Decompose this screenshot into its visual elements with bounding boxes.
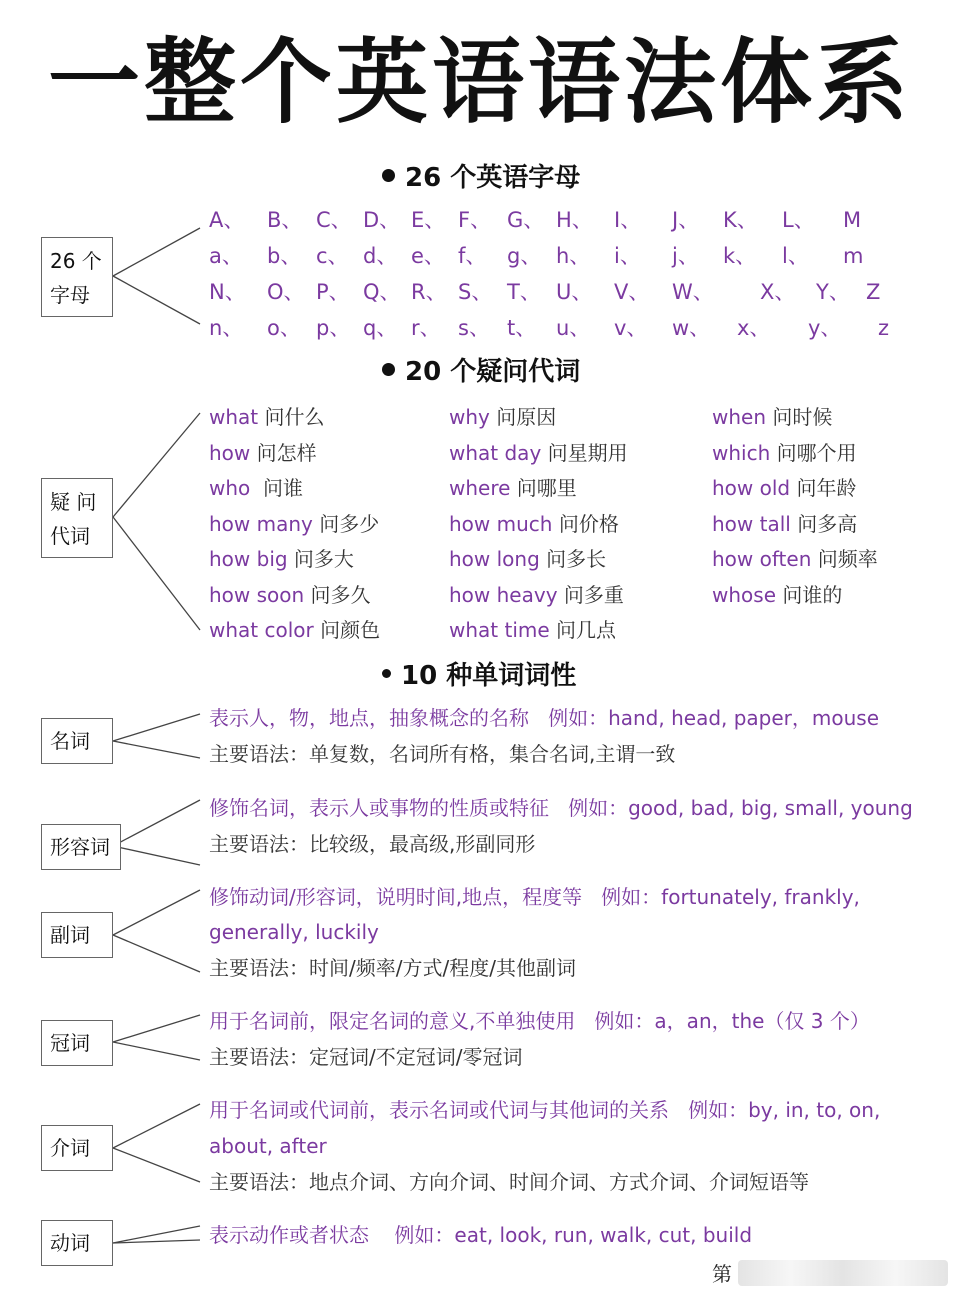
alphabet-letter: O、 <box>267 280 305 304</box>
alphabet-letter: i、 <box>614 244 641 268</box>
question-word-item <box>209 546 354 572</box>
alphabet-letter: Z <box>866 280 881 304</box>
pos-line: generally, luckily <box>209 920 379 944</box>
watermark: 第 <box>712 1262 732 1286</box>
question-word-item <box>209 404 325 430</box>
question-word-zh: 问什么 <box>258 405 325 429</box>
pos-box <box>41 1020 113 1066</box>
question-word-item <box>712 475 856 501</box>
question-word-item <box>209 582 371 608</box>
alphabet-letter: g、 <box>507 244 542 268</box>
question-word-item <box>449 511 619 537</box>
alphabet-letter: d、 <box>363 244 398 268</box>
question-word-zh: 问多大 <box>287 547 354 571</box>
alphabet-letter: X、 <box>760 280 796 304</box>
bullet-icon <box>382 169 395 182</box>
pos-line: 主要语法：地点介词、方向介词、时间介词、方式介词、介词短语等 <box>209 1170 809 1194</box>
question-word-zh: 问时候 <box>766 405 833 429</box>
connector-line <box>113 276 200 324</box>
question-word-zh: 问几点 <box>549 618 617 642</box>
question-word-item <box>209 475 303 501</box>
connector-line <box>113 413 200 517</box>
question-word-zh: 问星期用 <box>541 440 628 465</box>
alphabet-letter: r、 <box>411 316 441 340</box>
question-word-en: which <box>712 440 771 465</box>
pos-line: 主要语法：定冠词/不定冠词/零冠词 <box>209 1045 523 1069</box>
connector-line <box>113 517 200 630</box>
alphabet-letter: a、 <box>209 244 243 268</box>
pos-line: 修饰名词，表示人或事物的性质或特征 例如：good, bad, big, small, young <box>209 796 913 820</box>
alphabet-letter: t、 <box>507 316 537 340</box>
question-word-en: whose <box>712 582 776 607</box>
question-word-en: how long <box>449 547 540 571</box>
question-word-en: what time <box>449 618 550 642</box>
alphabet-letter: m <box>843 244 864 268</box>
question-word-zh: 问价格 <box>552 511 619 536</box>
connector-line <box>113 228 200 276</box>
alphabet-letter: M <box>843 208 862 232</box>
question-word-item <box>712 546 878 572</box>
pos-label: 动词 <box>50 1231 90 1255</box>
alphabet-letter: V、 <box>614 280 650 304</box>
alphabet-letter: A、 <box>209 208 245 232</box>
question-word-en: what day <box>449 440 542 465</box>
connector-line <box>113 1042 200 1060</box>
watermark-blur <box>738 1260 948 1286</box>
bullet-icon <box>382 363 395 376</box>
question-word-item <box>209 617 380 643</box>
question-word-zh: 问谁 <box>250 476 303 500</box>
pos-box <box>41 824 121 870</box>
question-word-en: how much <box>449 511 553 536</box>
alphabet-letter: h、 <box>556 244 591 268</box>
pos-line: 用于名词前，限定名词的意义,不单独使用 例如：a，an，the（仅 3 个） <box>209 1009 870 1033</box>
alphabet-letter: u、 <box>556 316 591 340</box>
pos-line: 修饰动词/形容词，说明时间,地点，程度等 例如：fortunately, frankly, <box>209 885 860 909</box>
alphabet-letter: k、 <box>723 244 757 268</box>
pos-box <box>41 718 113 764</box>
alphabet-letter: P、 <box>316 280 350 304</box>
connector-line <box>113 1148 200 1182</box>
alphabet-letter: I、 <box>614 208 642 232</box>
pos-line: 主要语法：比较级，最高级,形副同形 <box>209 832 536 856</box>
alphabet-letter: e、 <box>411 244 445 268</box>
alphabet-letter: W、 <box>672 280 714 304</box>
connector-line <box>113 1104 200 1148</box>
alphabet-letter: l、 <box>782 244 809 268</box>
alphabet-letter: C、 <box>316 208 352 232</box>
question-word-zh: 问谁的 <box>776 582 843 607</box>
alphabet-letter: q、 <box>363 316 398 340</box>
question-word-item <box>449 617 616 643</box>
pos-label: 名词 <box>50 729 90 753</box>
question-word-en: who <box>209 476 251 500</box>
alphabet-letter: G、 <box>507 208 545 232</box>
question-word-en: how many <box>209 511 313 536</box>
alphabet-letter: v、 <box>614 316 648 340</box>
pos-line: 主要语法：时间/频率/方式/程度/其他副词 <box>209 956 576 980</box>
pos-box <box>41 1125 113 1171</box>
alphabet-letter: H、 <box>556 208 593 232</box>
questions-box: 疑 问 代词 <box>41 478 113 558</box>
question-word-en: how heavy <box>449 582 558 607</box>
question-word-en: how old <box>712 476 791 500</box>
question-word-zh: 问多长 <box>539 547 607 571</box>
question-word-item <box>449 546 606 572</box>
pos-line: 表示动作或者状态 例如：eat, look, run, walk, cut, build <box>209 1223 753 1247</box>
page-title: 一整个英语语法体系 <box>47 29 912 136</box>
alphabet-letter: y、 <box>808 316 842 340</box>
question-word-zh: 问多少 <box>312 511 380 536</box>
question-word-item <box>712 511 857 537</box>
alphabet-letter: D、 <box>363 208 401 232</box>
question-word-zh: 问原因 <box>489 405 557 429</box>
question-word-item <box>449 582 624 608</box>
alphabet-letter: j、 <box>672 244 699 268</box>
alphabet-letter: Y、 <box>816 280 850 304</box>
pos-line: 用于名词或代词前，表示名词或代词与其他词的关系 例如：by, in, to, on, <box>209 1098 881 1122</box>
alphabet-letter: B、 <box>267 208 303 232</box>
question-word-item <box>449 440 628 466</box>
pos-label: 副词 <box>50 923 90 947</box>
alphabet-letter: U、 <box>556 280 593 304</box>
pos-label: 冠词 <box>50 1031 90 1055</box>
connector-line <box>113 935 200 972</box>
section-heading-pos: 10 种单词词性 <box>382 660 576 692</box>
section-heading-alphabet: 26 个英语字母 <box>382 162 580 194</box>
question-word-item <box>209 440 317 466</box>
question-word-en: how big <box>209 547 288 571</box>
alphabet-letter: n、 <box>209 316 244 340</box>
question-word-item <box>449 404 556 430</box>
alphabet-letter: J、 <box>672 208 700 232</box>
pos-box <box>41 1220 113 1266</box>
question-word-en: when <box>712 405 767 429</box>
pos-line: 主要语法：单复数，名词所有格，集合名词,主谓一致 <box>209 742 676 766</box>
question-word-en: what color <box>209 618 314 642</box>
pos-line: 表示人，物，地点，抽象概念的名称 例如：hand, head, paper，mouse <box>209 706 880 730</box>
pos-label: 介词 <box>50 1136 90 1160</box>
pos-label: 形容词 <box>50 835 110 859</box>
alphabet-letter: s、 <box>458 316 490 340</box>
pos-box <box>41 912 113 958</box>
bullet-icon <box>382 669 391 678</box>
question-word-zh: 问多重 <box>557 582 624 607</box>
alphabet-letter: K、 <box>723 208 758 232</box>
question-word-en: how <box>209 440 251 465</box>
alphabet-letter: w、 <box>672 316 711 340</box>
alphabet-letter: z <box>878 316 890 340</box>
alphabet-letter: R、 <box>411 280 447 304</box>
question-word-item <box>712 582 842 608</box>
section-heading-questions: 20 个疑问代词 <box>382 356 580 388</box>
question-word-zh: 问怎样 <box>250 440 317 465</box>
connector-line <box>113 800 200 846</box>
question-word-zh: 问哪个用 <box>770 440 857 465</box>
alphabet-letter: L、 <box>782 208 815 232</box>
question-word-en: why <box>449 405 490 429</box>
connector-line <box>113 1015 200 1042</box>
question-word-en: what <box>209 405 259 429</box>
pos-line: about, after <box>209 1134 327 1158</box>
alphabet-letter: f、 <box>458 244 487 268</box>
question-word-item <box>712 440 857 466</box>
alphabet-letter: Q、 <box>363 280 401 304</box>
connector-line <box>113 714 200 741</box>
question-word-zh: 问颜色 <box>313 618 381 642</box>
question-word-zh: 问年龄 <box>790 476 857 500</box>
question-word-en: how tall <box>712 511 791 536</box>
alphabet-letter: S、 <box>458 280 493 304</box>
question-word-en: where <box>449 476 511 500</box>
question-word-zh: 问多久 <box>304 582 371 607</box>
alphabet-letter: N、 <box>209 280 246 304</box>
alphabet-letter: p、 <box>316 316 351 340</box>
question-word-item <box>209 511 379 537</box>
alphabet-letter: E、 <box>411 208 446 232</box>
question-word-zh: 问哪里 <box>510 476 577 500</box>
alphabet-letter: c、 <box>316 244 349 268</box>
alphabet-letter: x、 <box>737 316 771 340</box>
question-word-en: how soon <box>209 582 305 607</box>
alphabet-letter: T、 <box>507 280 541 304</box>
question-word-zh: 问多高 <box>790 511 858 536</box>
alphabet-box: 26 个 字母 <box>41 237 113 317</box>
alphabet-letter: F、 <box>458 208 492 232</box>
connector-line <box>113 890 200 935</box>
question-word-zh: 问频率 <box>811 547 878 571</box>
alphabet-letter: b、 <box>267 244 302 268</box>
question-word-en: how often <box>712 547 812 571</box>
question-word-item <box>449 475 577 501</box>
connector-line <box>113 846 200 865</box>
question-word-item <box>712 404 832 430</box>
connector-line <box>113 741 200 758</box>
alphabet-letter: o、 <box>267 316 301 340</box>
